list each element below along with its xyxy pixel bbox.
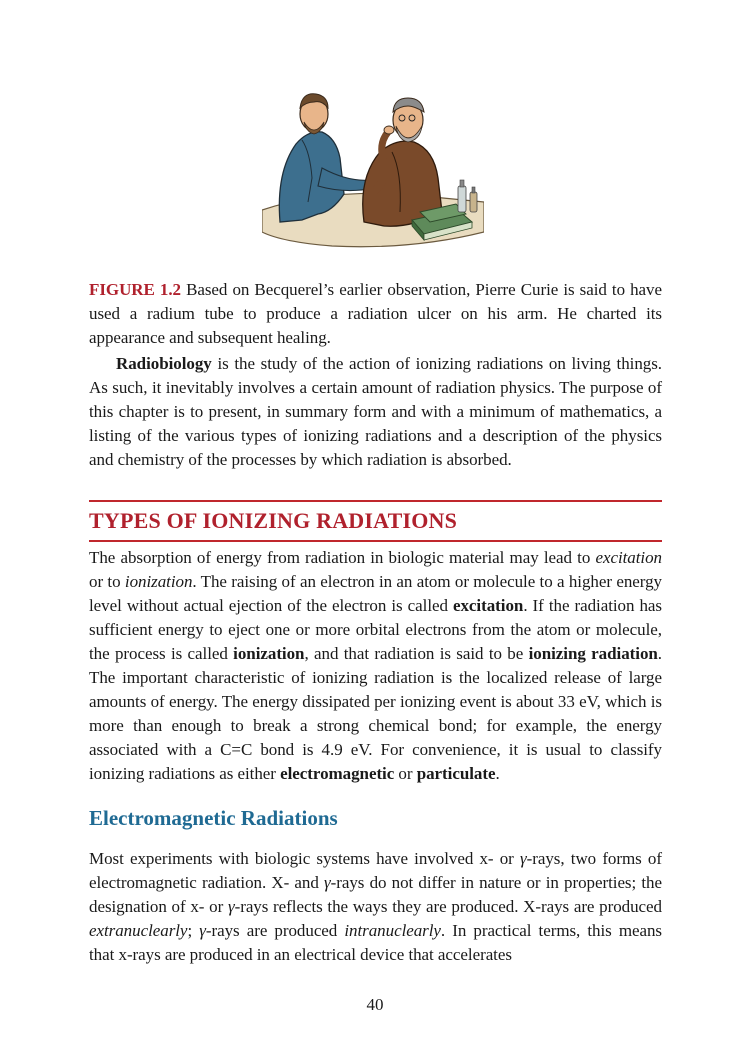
term-excitation-italic: excitation: [595, 548, 662, 567]
text-run: or: [394, 764, 417, 783]
term-particulate: particulate: [416, 764, 496, 783]
subsection-title: Electromagnetic Radiations: [89, 806, 338, 830]
text-run: , and that radiation is said to be: [304, 644, 529, 663]
term-excitation-bold: excitation: [452, 596, 524, 615]
gamma-symbol: γ: [519, 849, 527, 868]
term-electromagnetic: electromagnetic: [280, 764, 395, 783]
section-paragraph: [89, 546, 662, 786]
text-run: -rays are produced: [205, 921, 345, 940]
text-run: The absorption of energy from radiation in biologic material may lead to: [89, 548, 596, 567]
term-intranuclearly: intranuclearly: [344, 921, 441, 940]
text-run: -rays, two forms of electromagnetic radiation. X- and: [89, 849, 662, 892]
text-run: -rays do not differ in nature or in properties; the designation of x- or: [89, 873, 662, 916]
text-run: . The raising of an electron in an atom or molecule to a higher energy level without actual ejection of the electron is called: [89, 572, 662, 615]
intro-text: is the study of the action of ionizing radiations on living things. As such, it inevitably involves a certain amount of radiation physics. The purpose of this chapter is to present, in summary form and with a minimum of mathematics, a listing of the various types of ionizing radiations and a description of the physics and chemistry of the processes by which radiation is absorbed.: [89, 354, 662, 469]
term-ionizing-radiation: ionizing radiation: [528, 644, 658, 663]
term-radiobiology: Radiobiology: [116, 354, 212, 373]
gamma-symbol: γ: [199, 921, 206, 940]
gamma-symbol: γ: [227, 897, 235, 916]
section-rule-bottom: [89, 540, 662, 542]
section-heading: [89, 500, 662, 542]
text-run: .: [495, 764, 500, 783]
intro-paragraph: [89, 352, 662, 472]
text-run: -rays reflects the ways they are produced. X-rays are produced: [234, 897, 663, 916]
text-run: or to: [89, 572, 125, 591]
text-run: . In practical terms, this means that x-rays are produced in an electrical device that accelerates: [89, 921, 662, 964]
term-ionization-bold: ionization: [233, 644, 305, 663]
caption-text: Based on Becquerel’s earlier observation, Pierre Curie is said to have used a radium tube to produce a radiation ulcer on his arm. He charted its appearance and subsequent healing.: [89, 280, 662, 347]
text-run: . The important characteristic of ionizing radiation is the localized release of large amounts of energy. The energy dissipated per ionizing event is about 33 eV, which is more than enough to break a strong chemical bond; for example, the energy associated with a C=C bond is 4.9 eV. For convenience, it is usual to classify ionizing radiations as either: [89, 644, 662, 783]
text-run: . If the radiation has sufficient energy to eject one or more orbital electrons from the atom or molecule, the process is called: [89, 596, 662, 663]
page-number: 40: [366, 995, 384, 1014]
curie-illustration: [262, 82, 484, 250]
text-run: Most experiments with biologic systems have involved x- or: [89, 849, 520, 868]
figure-caption: [89, 278, 662, 350]
term-extranuclearly: extranuclearly: [89, 921, 188, 940]
section-rule-top: [89, 500, 662, 502]
subsection-heading: [89, 804, 662, 832]
figure-label: FIGURE 1.2: [89, 280, 181, 299]
subsection-paragraph: [89, 847, 662, 967]
term-ionization-italic: ionization: [124, 572, 193, 591]
section-title: TYPES OF IONIZING RADIATIONS: [89, 508, 458, 533]
text-run: ;: [187, 921, 200, 940]
gamma-symbol: γ: [323, 873, 331, 892]
